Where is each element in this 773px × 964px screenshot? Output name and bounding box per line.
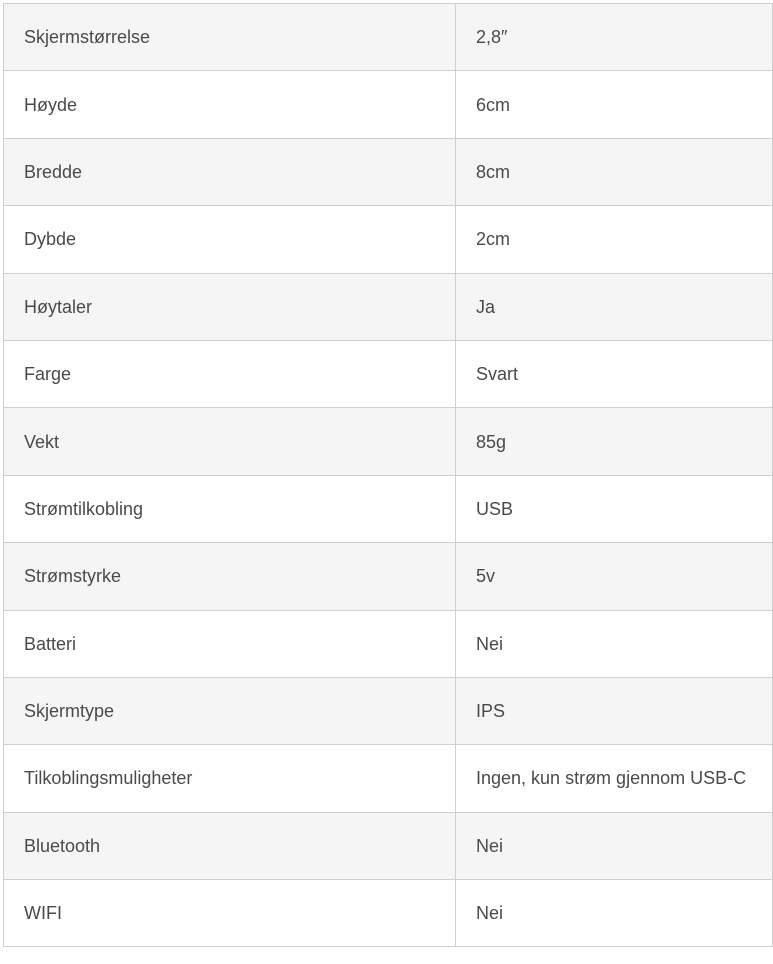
spec-label: Høyde [4,71,456,138]
spec-label: Vekt [4,408,456,475]
spec-value: 8cm [456,138,773,205]
spec-value: 85g [456,408,773,475]
spec-label: Tilkoblingsmuligheter [4,745,456,812]
table-row [4,273,773,340]
spec-label: Dybde [4,206,456,273]
spec-label: Strømtilkobling [4,475,456,542]
spec-label: Skjermtype [4,677,456,744]
table-row [4,812,773,879]
spec-value: IPS [456,677,773,744]
table-row [4,610,773,677]
spec-table [3,3,773,947]
table-row [4,745,773,812]
spec-table-body [4,4,773,947]
spec-value: Ja [456,273,773,340]
spec-label: WIFI [4,880,456,947]
table-row [4,475,773,542]
spec-label: Strømstyrke [4,543,456,610]
table-row [4,340,773,407]
table-row [4,543,773,610]
spec-value: 6cm [456,71,773,138]
spec-label: Skjermstørrelse [4,4,456,71]
table-row [4,880,773,947]
spec-label: Bredde [4,138,456,205]
table-row [4,4,773,71]
spec-value: Ingen, kun strøm gjennom USB-C [456,745,773,812]
spec-value: Svart [456,340,773,407]
table-row [4,138,773,205]
spec-value: Nei [456,610,773,677]
spec-label: Farge [4,340,456,407]
spec-value: 2,8″ [456,4,773,71]
spec-value: USB [456,475,773,542]
spec-label: Batteri [4,610,456,677]
spec-value: 5v [456,543,773,610]
table-row [4,677,773,744]
spec-value: Nei [456,880,773,947]
spec-value: Nei [456,812,773,879]
spec-label: Høytaler [4,273,456,340]
spec-value: 2cm [456,206,773,273]
table-row [4,408,773,475]
table-row [4,206,773,273]
table-row [4,71,773,138]
spec-label: Bluetooth [4,812,456,879]
